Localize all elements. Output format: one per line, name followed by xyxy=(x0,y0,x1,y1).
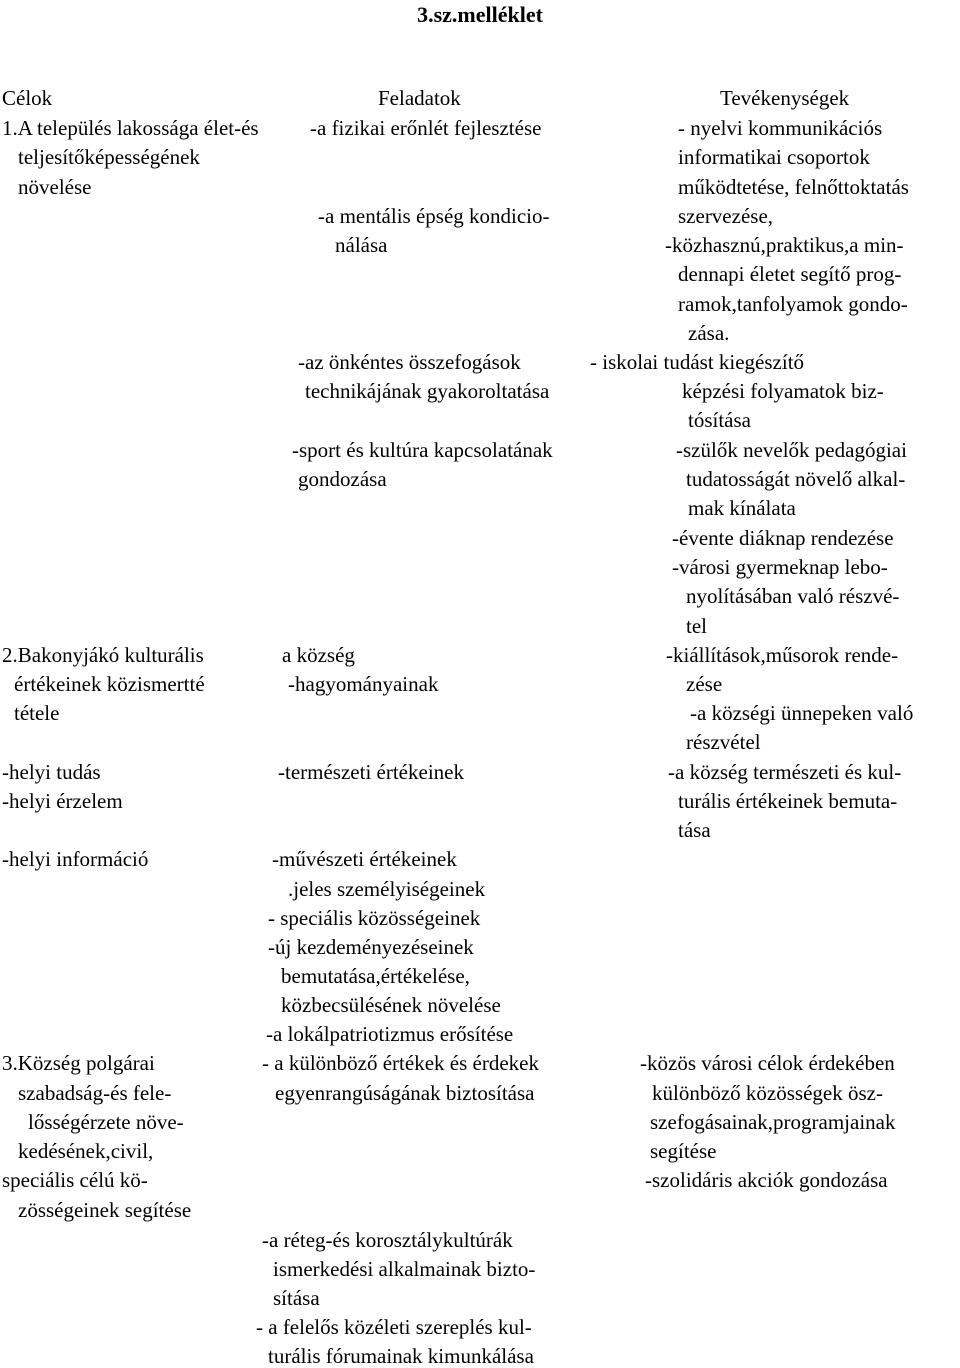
task-line: ismerkedési alkalmainak bizto- xyxy=(273,1257,536,1281)
task-line: nálása xyxy=(335,233,388,257)
task-line: - a felelős közéleti szereplés kul- xyxy=(256,1315,532,1339)
task-line: -hagyományainak xyxy=(288,672,439,696)
task-line: technikájának gyakoroltatása xyxy=(305,379,550,403)
task-line: közbecsülésének növelése xyxy=(281,993,501,1017)
activity-line: ramok,tanfolyamok gondo- xyxy=(678,292,908,316)
task-line: a község xyxy=(282,643,355,667)
task-line: -a fizikai erőnlét fejlesztése xyxy=(310,116,542,140)
goal-line: tétele xyxy=(14,701,60,725)
activity-line: képzési folyamatok biz- xyxy=(682,379,884,403)
activity-line: - nyelvi kommunikációs xyxy=(678,116,883,140)
activity-line: tása xyxy=(678,818,711,842)
task-line: -a mentális épség kondicio- xyxy=(318,204,550,228)
activity-line: különböző közösségek ösz- xyxy=(652,1081,883,1105)
goal-line: kedésének,civil, xyxy=(18,1139,154,1163)
task-line: -művészeti értékeinek xyxy=(272,847,457,871)
task-line: .jeles személyiségeinek xyxy=(288,877,486,901)
goal-line: értékeinek közismertté xyxy=(14,672,205,696)
activity-line: tel xyxy=(686,614,707,638)
activity-line: informatikai csoportok xyxy=(678,145,870,169)
activity-line: turális értékeinek bemuta- xyxy=(678,789,898,813)
task-line: gondozása xyxy=(298,467,387,491)
goal-line: 2.Bakonyjákó kulturális xyxy=(2,643,204,667)
goal-line: -helyi érzelem xyxy=(2,789,123,813)
activity-line: részvétel xyxy=(686,730,761,754)
goal-line: 1.A település lakossága élet-és xyxy=(2,116,259,140)
activity-line: dennapi életet segítő prog- xyxy=(678,262,902,286)
task-line: - a különböző értékek és érdekek xyxy=(262,1051,539,1075)
activity-line: segítése xyxy=(650,1139,717,1163)
task-line: -természeti értékeinek xyxy=(278,760,464,784)
goal-line: speciális célú kö- xyxy=(2,1168,148,1192)
activity-line: -évente diáknap rendezése xyxy=(672,526,894,550)
header-tevekenysegek: Tevékenységek xyxy=(720,86,850,110)
goal-line: 3.Község polgárai xyxy=(2,1051,155,1075)
activity-line: -közös városi célok érdekében xyxy=(640,1051,895,1075)
task-line: -sport és kultúra kapcsolatának xyxy=(292,438,553,462)
task-line: bemutatása,értékelése, xyxy=(281,964,470,988)
activity-line: zése xyxy=(686,672,723,696)
activity-line: szefogásainak,programjainak xyxy=(650,1110,896,1134)
goal-line: -helyi tudás xyxy=(2,760,101,784)
task-line: -új kezdeményezéseinek xyxy=(268,935,474,959)
goal-line: szabadság-és fele- xyxy=(18,1081,172,1105)
task-line: - speciális közösségeinek xyxy=(268,906,481,930)
activity-line: tósítása xyxy=(688,408,751,432)
activity-line: -szülők nevelők pedagógiai xyxy=(676,438,907,462)
goal-line: növelése xyxy=(18,175,92,199)
task-line: egyenrangúságának biztosítása xyxy=(275,1081,535,1105)
activity-line: tudatosságát növelő alkal- xyxy=(686,467,906,491)
activity-line: mak kínálata xyxy=(688,496,796,520)
goal-line: lősségérzete növe- xyxy=(28,1110,184,1134)
task-line: -az önkéntes összefogások xyxy=(298,350,521,374)
header-feladatok: Feladatok xyxy=(378,86,461,110)
activity-line: - iskolai tudást kiegészítő xyxy=(590,350,805,374)
activity-line: szervezése, xyxy=(678,204,774,228)
activity-line: -szolidáris akciók gondozása xyxy=(645,1168,888,1192)
goal-line: teljesítőképességének xyxy=(18,145,200,169)
goal-line: -helyi információ xyxy=(2,847,149,871)
activity-line: -a községi ünnepeken való xyxy=(690,701,914,725)
goal-line: zösségeinek segítése xyxy=(18,1198,192,1222)
activity-line: -városi gyermeknap lebo- xyxy=(672,555,888,579)
activity-line: -kiállítások,műsorok rende- xyxy=(666,643,899,667)
activity-line: zása. xyxy=(688,321,730,345)
task-line: sítása xyxy=(273,1286,320,1310)
activity-line: nyolításában való részvé- xyxy=(686,584,900,608)
page-title: 3.sz.melléklet xyxy=(417,2,543,27)
task-line: turális fórumainak kimunkálása xyxy=(268,1344,534,1368)
activity-line: működtetése, felnőttoktatás xyxy=(678,175,909,199)
header-celok: Célok xyxy=(2,86,53,110)
task-line: -a lokálpatriotizmus erősítése xyxy=(266,1022,514,1046)
activity-line: -a község természeti és kul- xyxy=(668,760,902,784)
task-line: -a réteg-és korosztálykultúrák xyxy=(262,1228,513,1252)
activity-line: -közhasznú,praktikus,a min- xyxy=(665,233,904,257)
